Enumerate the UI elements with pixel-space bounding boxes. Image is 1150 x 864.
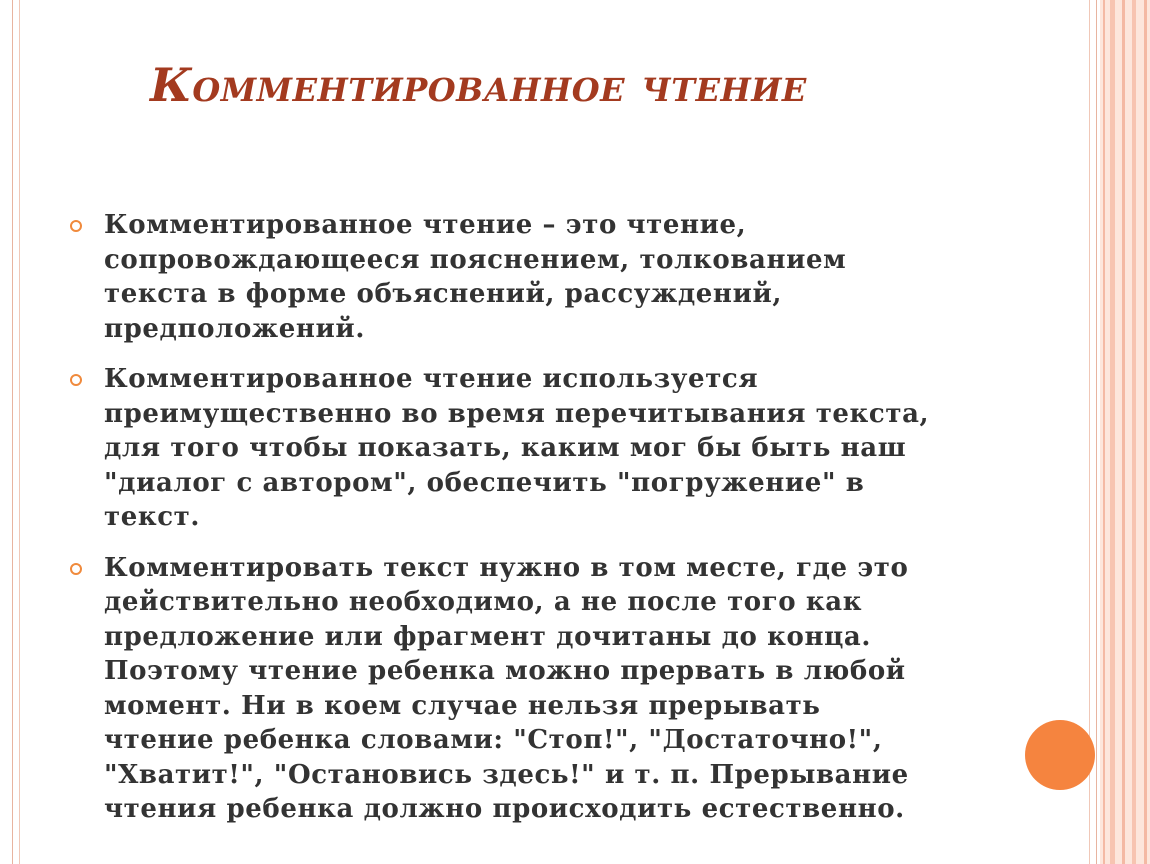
bullet-text: Комментированное чтение используется преимущественно во время перечитывания текста, для того чтобы показать, каким мог бы быть наш "диалог с автором", обеспечить "погружение" в текст. <box>104 364 930 532</box>
decorative-circle-icon <box>1025 720 1095 790</box>
slide-title: Комментированное чтение <box>150 58 807 112</box>
bullet-circle-icon <box>70 374 82 386</box>
bullet-item <box>70 208 990 346</box>
bullet-text: Комментированное чтение – это чтение, сопровождающееся пояснением, толкованием текста в форме объяснений, рассуждений, предположений. <box>104 210 847 344</box>
decorative-stripes <box>1100 0 1150 864</box>
stripe <box>1122 0 1125 864</box>
stripe <box>1103 0 1105 864</box>
stripe <box>1144 0 1147 864</box>
bullet-circle-icon <box>70 220 82 232</box>
bullet-circle-icon <box>70 563 82 575</box>
bullet-item <box>70 551 990 827</box>
stripe <box>1132 0 1136 864</box>
bullet-text: Комментировать текст нужно в том месте, где это действительно необходимо, а не после того как предложение или фрагмент дочитаны до конца. Поэтому чтение ребенка можно прервать в любой момент. Ни в коем случае нельзя прерывать чтение ребенка словами: "Стоп!", "Достаточно!", "Хватит!", "Остановись здесь!" и т. п. Прерывание чтения ребенка должно происходить естественно. <box>104 552 909 824</box>
stripe <box>1110 0 1115 864</box>
bullet-list <box>70 208 990 843</box>
bullet-item <box>70 362 990 535</box>
